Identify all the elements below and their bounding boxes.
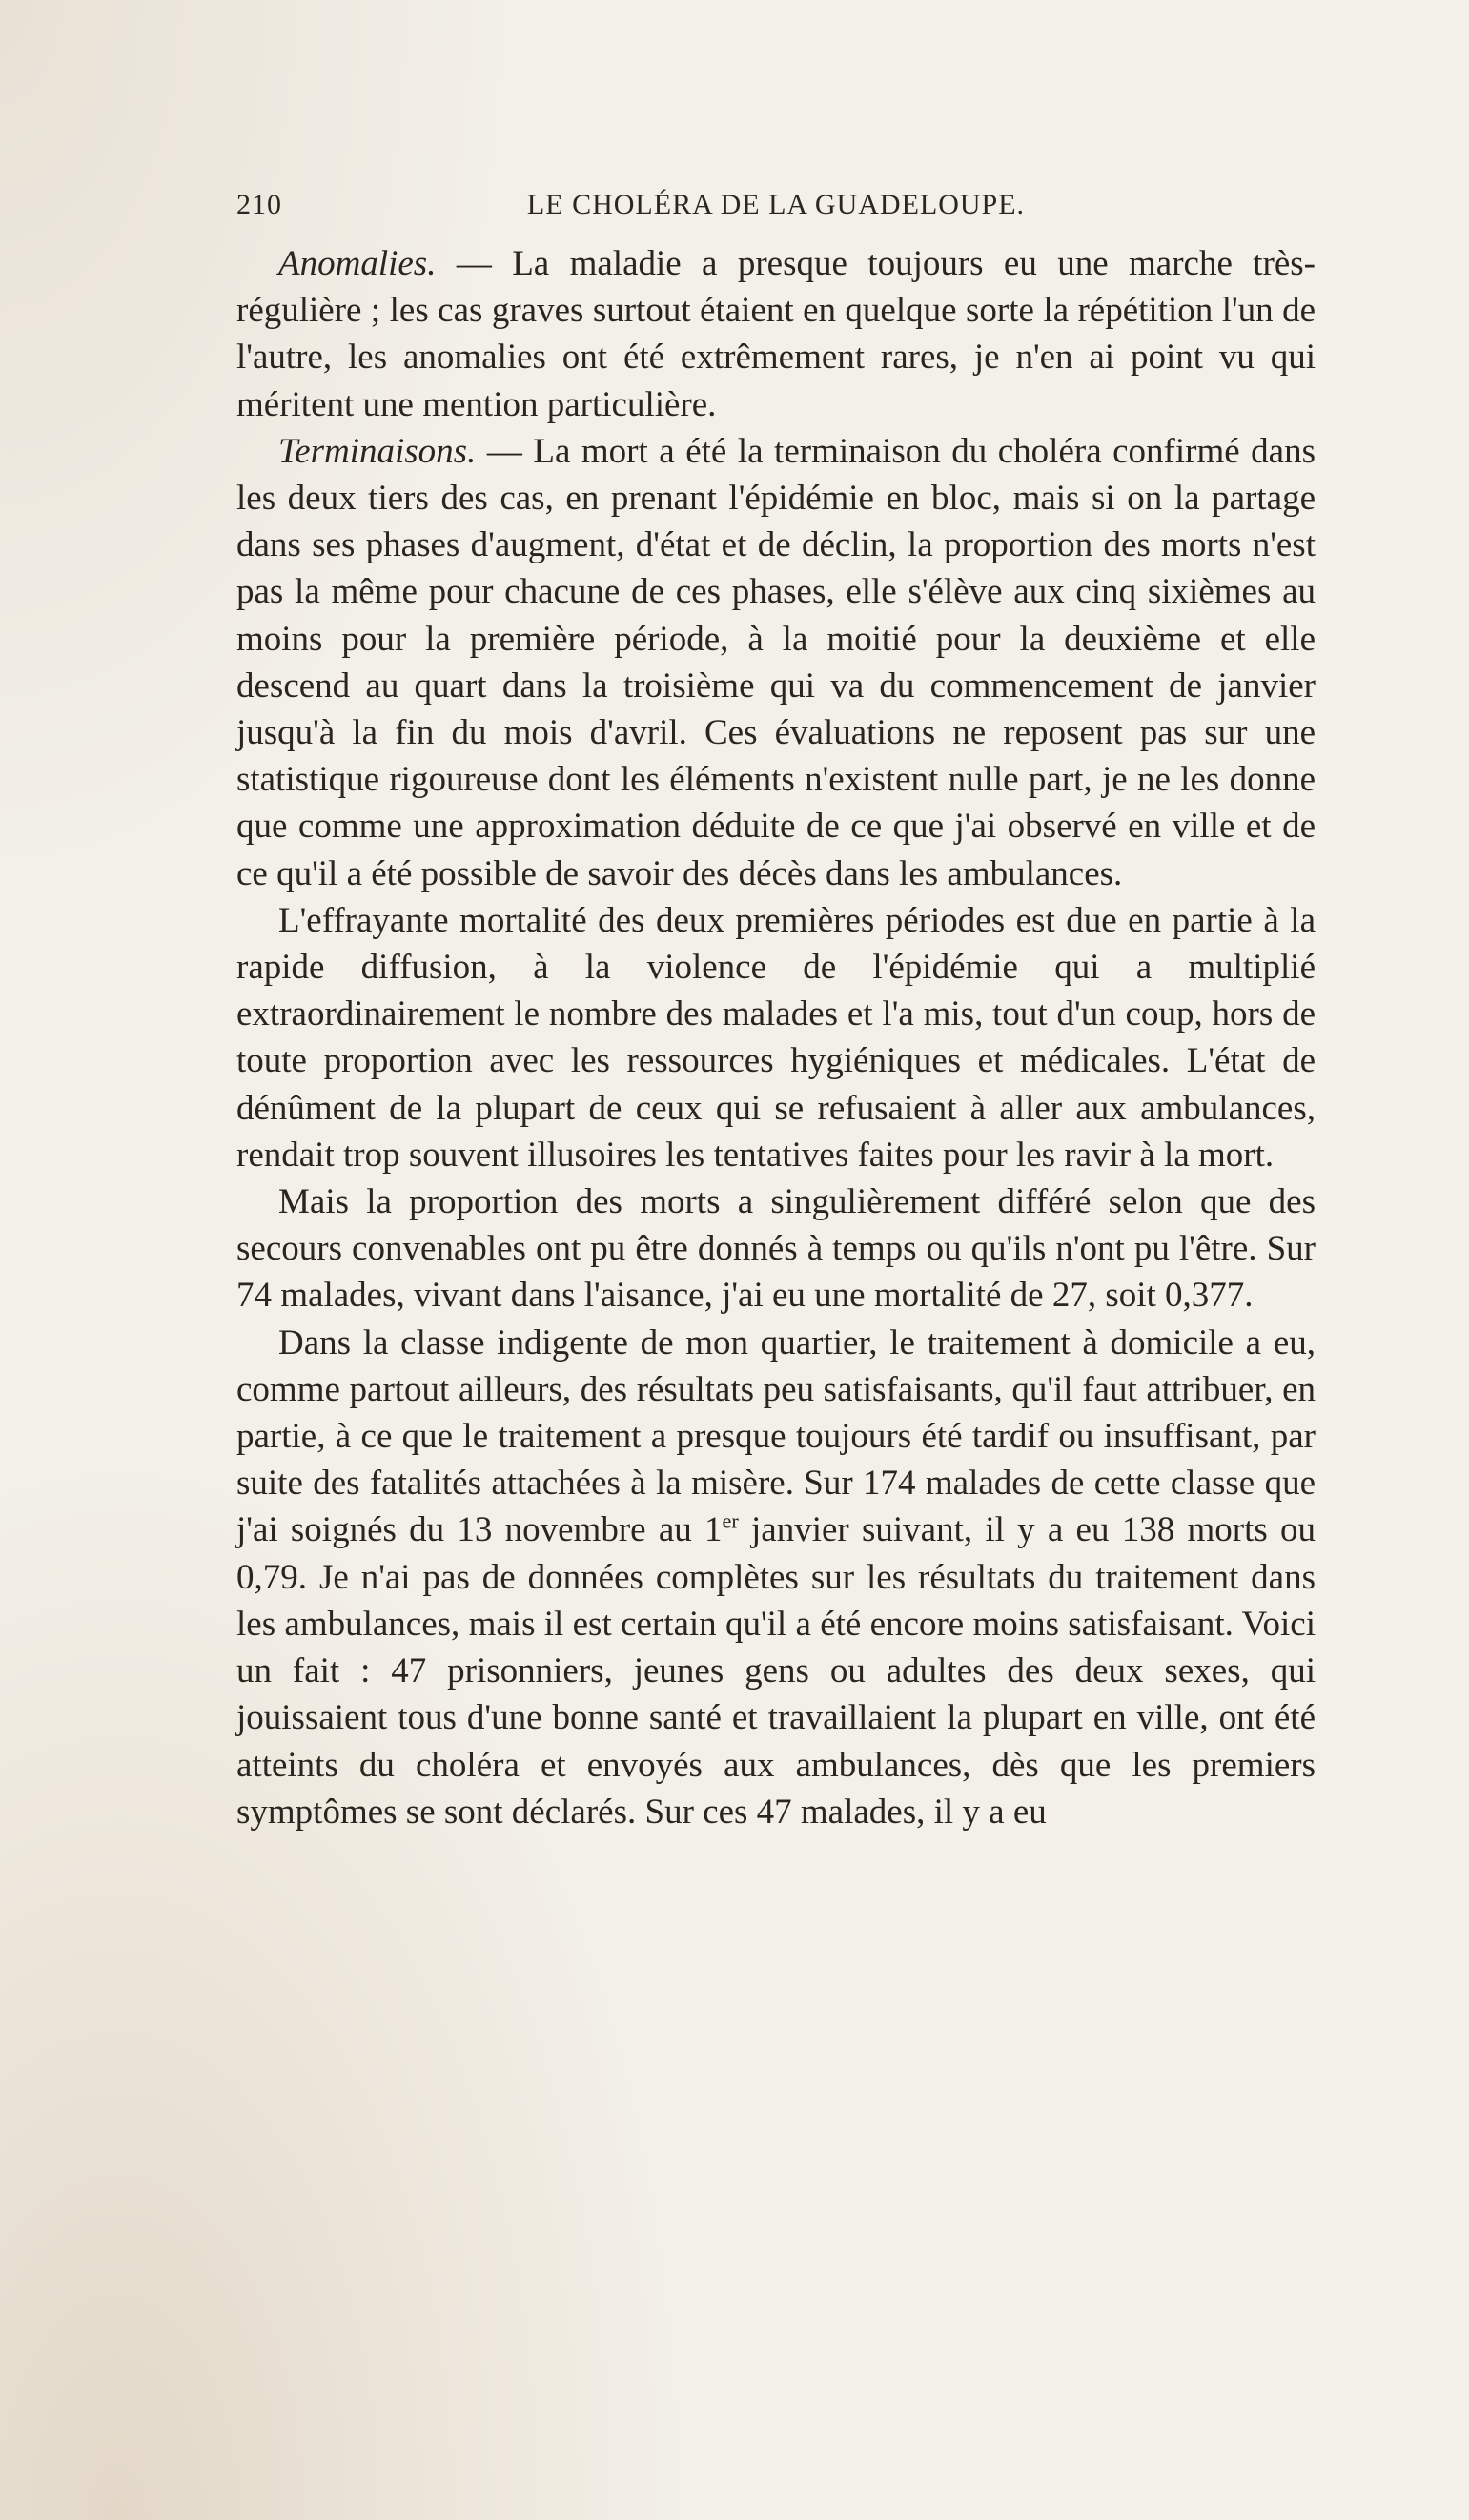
- paragraph-classe-indigente: [236, 1320, 1316, 1835]
- section-lead-terminaisons: Terminaisons.: [278, 431, 477, 471]
- page-number: 210: [236, 189, 282, 220]
- superscript-er: er: [722, 1509, 739, 1534]
- page-header: [236, 189, 1316, 235]
- paragraph-text: Mais la proportion des morts a singulièrement différé selon que des secours convenables ont pu être donnés à temps ou qu'ils n'ont pu l'être. Sur 74 malades, vivant dans l'aisance, j'ai eu une mortalité de 27, soit 0,377.: [236, 1182, 1316, 1316]
- paragraph-mortalite: [236, 897, 1316, 1178]
- paragraph-text: Dans la classe indigente de mon quartier, le traitement à domicile a eu, comme partout ailleurs, des résultats peu satisfaisants, qu'il faut attribuer, en partie, à ce que le traitement a presque toujours été tardif ou insuffisant, par suite des fatalités attachées à la misère. Sur 174 malades de cette classe que j'ai soignés du 13 novembre au 1: [236, 1322, 1316, 1550]
- section-lead-anomalies: Anomalies.: [278, 244, 437, 283]
- paragraph-text: janvier suivant, il y a eu 138 morts ou 0,79. Je n'ai pas de données complètes sur les résultats du traitement dans les ambulances, mais il est certain qu'il a été encore moins satisfaisant. Voici un fait : 47 prisonniers, jeunes gens ou adultes des deux sexes, qui jouissaient tous d'une bonne santé et travaillaient la plupart en ville, ont été atteints du choléra et envoyés aux ambulances, dès que les premiers symptômes se sont déclarés. Sur ces 47 malades, il y a eu: [236, 1510, 1316, 1832]
- paragraph-proportion: [236, 1178, 1316, 1320]
- body-text: [236, 240, 1316, 1835]
- paragraph-terminaisons: [236, 428, 1316, 897]
- paragraph-text: — La maladie a presque toujours eu une marche très-régulière ; les cas graves surtout étaient en quelque sorte la répétition l'un de l'autre, les anomalies ont été extrêmement rares, je n'en ai point vu qui méritent une mention particulière.: [236, 244, 1316, 424]
- running-head: LE CHOLÉRA DE LA GUADELOUPE.: [526, 189, 1026, 220]
- paragraph-text: — La mort a été la terminaison du choléra confirmé dans les deux tiers des cas, en prenant l'épidémie en bloc, mais si on la partage dans ses phases d'augment, d'état et de déclin, la proportion des morts n'est pas la même pour chacune de ces phases, elle s'élève aux cinq sixièmes au moins pour la première période, à la moitié pour la deuxième et elle descend au quart dans la troisième qui va du commencement de janvier jusqu'à la fin du mois d'avril. Ces évaluations ne reposent pas sur une statistique rigoureuse dont les éléments n'existent nulle part, je ne les donne que comme une approximation déduite de ce que j'ai observé en ville et de ce qu'il a été possible de savoir des décès dans les ambulances.: [236, 431, 1316, 893]
- paragraph-text: L'effrayante mortalité des deux premières périodes est due en partie à la rapide diffusion, à la violence de l'épidémie qui a multiplié extraordinairement le nombre des malades et l'a mis, tout d'un coup, hors de toute proportion avec les ressources hygiéniques et médicales. L'état de dénûment de la plupart de ceux qui se refusaient à aller aux ambulances, rendait trop souvent illusoires les tentatives faites pour les ravir à la mort.: [236, 900, 1316, 1175]
- paragraph-anomalies: [236, 240, 1316, 428]
